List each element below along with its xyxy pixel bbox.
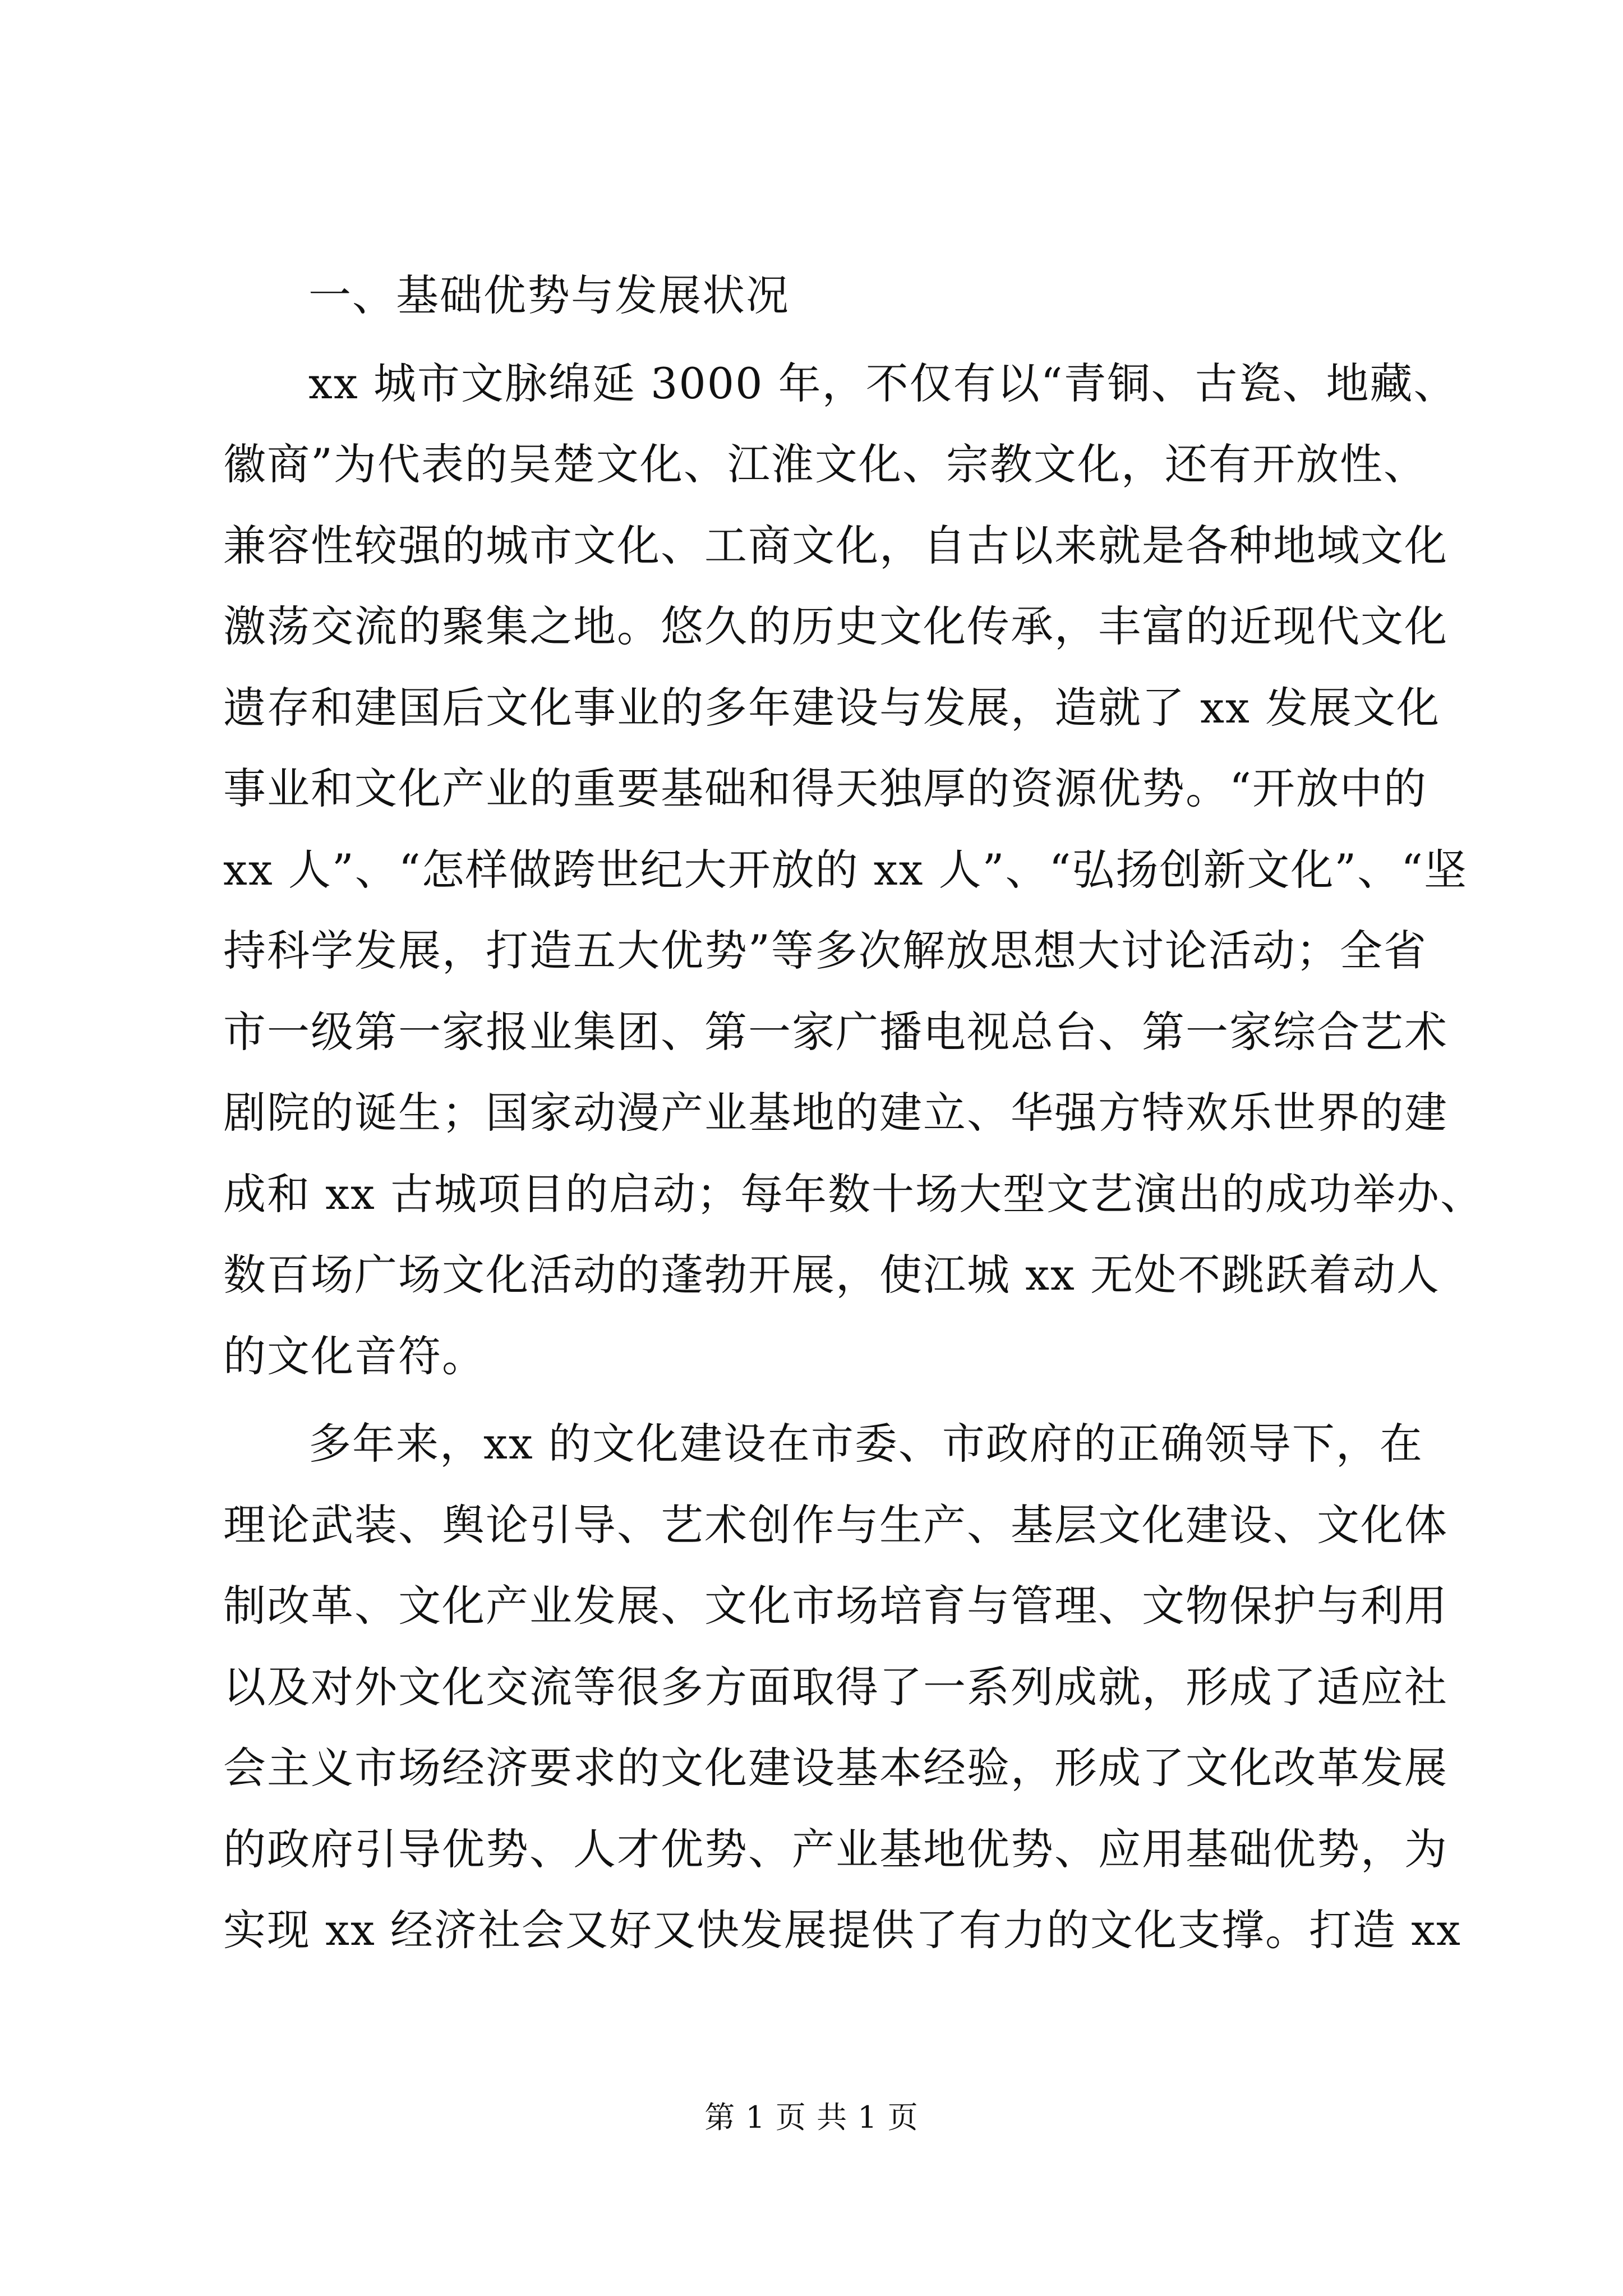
paragraph-line: 事业和文化产业的重要基础和得天独厚的资源优势。“开放中的: [223, 763, 1427, 813]
paragraph-line: 徽商”为代表的吴楚文化、江淮文化、宗教文化，还有开放性、: [223, 439, 1427, 489]
page-footer: [0, 2098, 1623, 2137]
paragraph-line: 的文化音符。: [223, 1331, 486, 1381]
paragraph-line: 激荡交流的聚集之地。悠久的历史文化传承，丰富的近现代文化: [223, 601, 1448, 651]
paragraph-2: [223, 1404, 1461, 1971]
paragraph-line: 制改革、文化产业发展、文化市场培育与管理、文物保护与利用: [223, 1581, 1448, 1631]
paragraph-line: 剧院的诞生；国家动漫产业基地的建立、华强方特欢乐世界的建: [223, 1088, 1448, 1138]
paragraph-line: xx 城市文脉绵延 3000 年，不仅有以“青铜、古瓷、地藏、: [308, 358, 1458, 408]
paragraph-line: 以及对外文化交流等很多方面取得了一系列成就，形成了适应社: [223, 1662, 1448, 1712]
section-heading: 一、基础优势与发展状况: [308, 270, 790, 320]
paragraph-line: 多年来，xx 的文化建设在市委、市政府的正确领导下，在: [308, 1419, 1423, 1469]
paragraph-line: 数百场广场文化活动的蓬勃开展，使江城 xx 无处不跳跃着动人: [223, 1250, 1441, 1300]
paragraph-1: [223, 343, 1484, 1397]
paragraph-line: 兼容性较强的城市文化、工商文化，自古以来就是各种地域文化: [223, 520, 1448, 570]
document-body: [223, 255, 1484, 1971]
paragraph-line: 持科学发展，打造五大优势”等多次解放思想大讨论活动；全省: [223, 926, 1427, 976]
paragraph-line: 遗存和建国后文化事业的多年建设与发展，造就了 xx 发展文化: [223, 682, 1441, 733]
paragraph-line: 理论武装、舆论引导、艺术创作与生产、基层文化建设、文化体: [223, 1499, 1448, 1550]
paragraph-line: 的政府引导优势、人才优势、产业基地优势、应用基础优势，为: [223, 1824, 1448, 1874]
page-number-label: 第 1 页 共 1 页: [704, 2100, 919, 2135]
section-heading-block: [223, 255, 1414, 337]
paragraph-line: 会主义市场经济要求的文化建设基本经验，形成了文化改革发展: [223, 1743, 1448, 1793]
paragraph-line: 实现 xx 经济社会又好又快发展提供了有力的文化支撑。打造 xx: [223, 1905, 1461, 1955]
paragraph-line: 成和 xx 古城项目的启动；每年数十场大型文艺演出的成功举办、: [223, 1168, 1484, 1219]
paragraph-line: xx 人”、“怎样做跨世纪大开放的 xx 人”、“弘扬创新文化”、“坚: [223, 844, 1468, 895]
paragraph-line: 市一级第一家报业集团、第一家广播电视总台、第一家综合艺术: [223, 1006, 1448, 1057]
